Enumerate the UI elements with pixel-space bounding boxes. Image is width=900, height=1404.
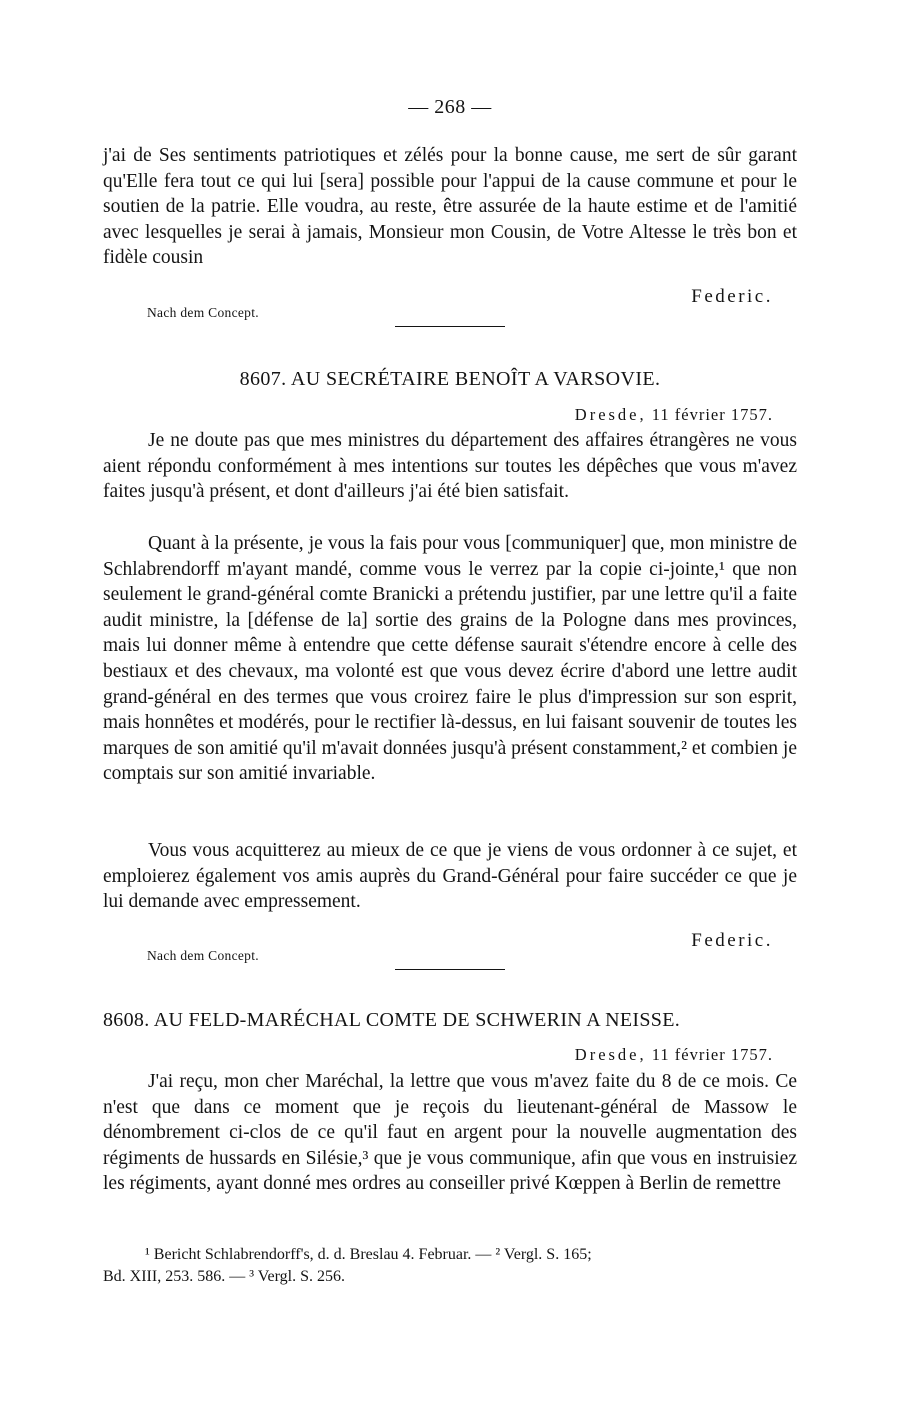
footnote-line-2: Bd. XIII, 253. 586. — ³ Vergl. S. 256. xyxy=(103,1267,345,1285)
letter-8607-heading: 8607. AU SECRÉTAIRE BENOÎT A VARSOVIE. xyxy=(239,368,661,390)
letter-8607-paragraph-2: Quant à la présente, je vous la fais pour vous [communiquer] que, mon ministre de Schlabrendorff m'ayant mandé, comme vous le verrez par la copie ci-jointe,¹ que non seulement le grand-général comte Branicki a prétendu justifier, par une lettre qu'il a faite audit ministre, la [défense de la] sortie des grains de la Pologne dans mes provinces, mais lui donner même à entendre que cette défense saurait s'étendre encore à celle des bestiaux et des chevaux, ma volonté est que vous devez écrire d'abord une lettre audit grand-général en des termes que vous croirez faire le plus d'impression sur son esprit, mais honnêtes et modérés, pour le rectifier là-dessus, en lui faisant souvenir de toutes les marques de son amitié qu'il m'avait données jusqu'à présent constamment,² et combien je comptais sur son amitié invariable. xyxy=(103,533,797,785)
letter-8607-dateline xyxy=(575,405,773,425)
letter-8607-source-note: Nach dem Concept. xyxy=(147,948,259,963)
letter-8608-dateline xyxy=(575,1045,773,1065)
section-divider xyxy=(395,326,505,327)
letter-8608-date-place: Dresde, xyxy=(574,1045,647,1064)
letter-8607-date: 11 février 1757. xyxy=(651,405,773,424)
letter-8606-signature: Federic. xyxy=(691,286,773,307)
footnotes xyxy=(103,1244,797,1287)
letter-8607-paragraph-1: Je ne doute pas que mes ministres du département des affaires étrangères ne vous aient répondu conformément à mes intentions sur toutes les dépêches que vous m'avez faites jusqu'à présent, et dont d'ailleurs j'ai été bien satisfait. xyxy=(103,430,797,503)
footnote-line-1-text: ¹ Bericht Schlabrendorff's, d. d. Breslau 4. Februar. — ² Vergl. S. 165; xyxy=(145,1246,592,1263)
letter-8608-heading: 8608. AU FELD-MARÉCHAL COMTE DE SCHWERIN A NEISSE. xyxy=(103,1009,681,1031)
letter-8607-paragraph-3: Vous vous acquitterez au mieux de ce que je viens de vous ordonner à ce sujet, et emploierez également vos amis auprès du Grand-Général pour faire succéder ce que je lui demande avec empressement. xyxy=(103,840,797,913)
letter-8607-signature: Federic. xyxy=(691,930,773,951)
footnote-line-1 xyxy=(103,1244,797,1266)
section-divider xyxy=(395,969,505,970)
letter-8608-paragraph: J'ai reçu, mon cher Maréchal, la lettre que vous m'avez faite du 8 de ce mois. Ce n'est que dans ce moment que je reçois du lieutenant-général de Massow le dénombrement ci-clos de ce qu'il faut en argent pour la nouvelle augmentation des régiments de hussards en Silésie,³ que je vous communique, afin que vous en instruisiez les régiments, ayant donné mes ordres au conseiller privé Kœppen à Berlin de remettre xyxy=(103,1071,797,1195)
page-number: — 268 — xyxy=(408,96,492,118)
letter-8607-date-place: Dresde, xyxy=(574,405,647,424)
letter-8606-source-note: Nach dem Concept. xyxy=(147,305,259,320)
letter-8608-date: 11 février 1757. xyxy=(651,1045,773,1064)
letter-8606-closing-paragraph: j'ai de Ses sentiments patriotiques et zélés pour la bonne cause, me sert de sûr garant qu'Elle fera tout ce qui lui [sera] possible pour l'appui de la cause commune et pour le soutien de la patrie. Elle voudra, au reste, être assurée de la haute estime et de l'amitié avec lesquelles je serai à jamais, Monsieur mon Cousin, de Votre Altesse le très bon et fidèle cousin xyxy=(103,145,797,269)
